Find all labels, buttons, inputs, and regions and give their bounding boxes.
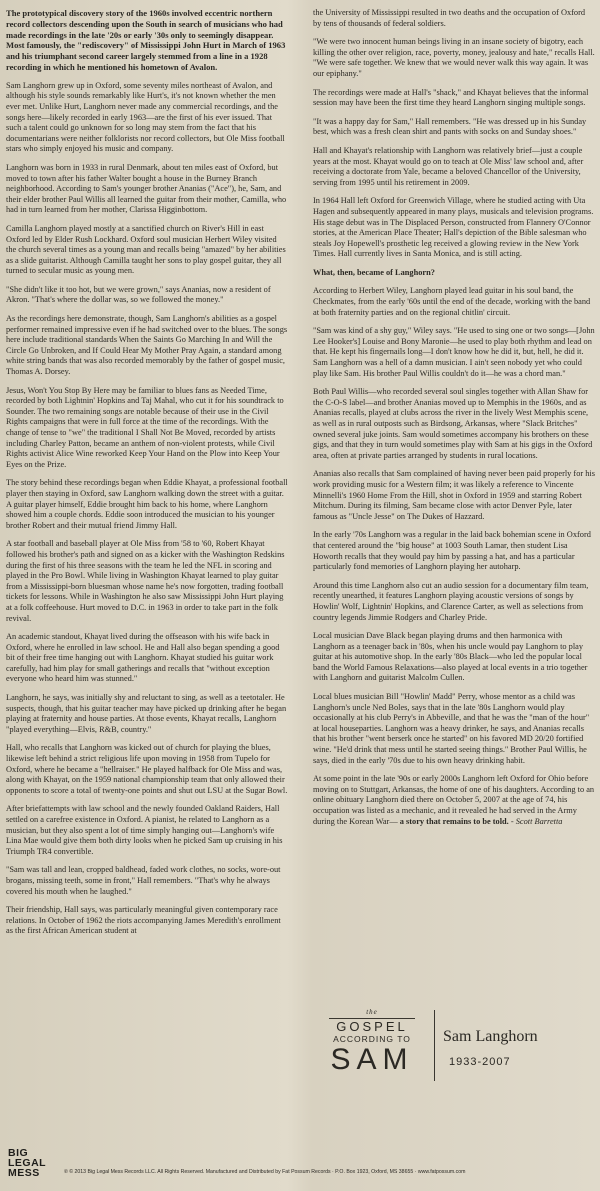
copyright-notice: ℗ © 2013 Big Legal Mess Records LLC. All Rights Reserved. Manufactured and Distributed by Fat Possum Records · P.O. Box 1923, Oxford, MS 38655 · www.fatpossum.com xyxy=(64,1169,466,1175)
body-paragraph: Langhorn, he says, was initially shy and reluctant to sing, as well as a teetotaler. He suspects, though, that his guitar teacher may have picked up drinking after he began playing at fraternity and house parties. At those events, Khayat recalls, Langhorn "played everything—Elvis, R&B, country." xyxy=(6,693,287,734)
body-paragraph: "It was a happy day for Sam," Hall remembers. "He was dressed up in his Sunday best, which was a fresh clean shirt and pants with socks on and Sunday shoes." xyxy=(313,116,587,137)
artist-dates: 1933-2007 xyxy=(449,1056,511,1068)
body-paragraph: In the early '70s Langhorn was a regular in the laid back bohemian scene in Oxford that centered around the "big house" at 1003 South Lamar, then student Lisa Howorth recalls that they would pay him by passing a hat, and has a particular particularly fond memories of Langhorn playing her autoharp. xyxy=(313,530,591,572)
label-line-3: MESS xyxy=(8,1167,40,1179)
body-paragraph: Both Paul Willis—who recorded several soul singles together with Allan Shaw for the C-O-S label—and brother Ananias moved up to Memphis in the 1960s, and as Ananias recalls, played at clubs across the river in the lively West Memphis scene, as well as in rural outposts such as Birdsong, Arkansas, where "Slack Britches" owned several juke joints. Sam would sometimes accompany his brothers on these gigs, and that they in turn would sometimes play with Sam at his gigs in the Oxford area, often at private parties arranged by students in rural locations. xyxy=(313,387,593,460)
body-paragraph: Ananias also recalls that Sam complained of having never been paid properly for his work providing music for a Western film; it was likely a reference to Vincente Minnelli's 1960 Home From the Hill, shot in Oxford in 1959 and starring Robert Mitchum. During its filming, Sam became close with actor Denver Pyle, later famous as "Uncle Jesse" on The Dukes of Hazzard. xyxy=(313,469,595,521)
body-paragraph: Jesus, Won't You Stop By Here may be familiar to blues fans as Needed Time, recorded by both Lightnin' Hopkins and Taj Mahal, who cut it for his soundtrack to Sounder. The two remaining songs are notable because of their use in the Civil Rights campaigns that were in full force at the time of the recordings. With the change of tense to "we" the traditional I Shall Not Be Moved, recorded by artists including Charley Patton, became an anthem of non-violent protests, while Civil Rights activist Alice Wine reworked Keep Your Hand on the Plow into Keep Your Eyes on the Prize. xyxy=(6,385,284,469)
body-paragraph: Their friendship, Hall says, was particularly meaningful given contemporary race relations. In October of 1962 the riots accompanying James Meredith's enrollment as the first African American student at xyxy=(6,905,281,936)
body-paragraph: the University of Mississippi resulted in two deaths and the occupation of Oxford by tens of thousands of federal soldiers. xyxy=(313,8,586,28)
byline: - Scott Barretta xyxy=(510,816,563,826)
label-line-1: BIG xyxy=(8,1147,29,1159)
body-paragraph: "Sam was tall and lean, cropped baldhead, faded work clothes, no socks, wore-out brogans, missing teeth, some in front," Hall remembers. "That's why he always covered his mouth when he laughed." xyxy=(6,865,281,896)
body-paragraph: Camilla Langhorn played mostly at a sanctified church on River's Hill in east Oxford led by Elder Rush Lockhard. Oxford soul musician Herbert Wiley visited the church several times as a young man and recalls being "amazed" by her abilities as a slide guitarist. Although Camilla taught her sons to play gospel guitar, they all turned to secular music as young men. xyxy=(6,223,286,276)
body-paragraph: Langhorn was born in 1933 in rural Denmark, about ten miles east of Oxford, but moved to town after his father Walter bought a house in the Burney Branch neighborhood. According to Sam's younger brother Ananias ("Ace"), he, Sam, and their elder brother Paul Willis all learned the guitar from their mother, Camilla, who had in turn learned from her mother, Clarissa Higginbottom. xyxy=(6,162,287,215)
right-column xyxy=(313,8,595,1003)
body-paragraph: Hall and Khayat's relationship with Langhorn was relatively brief—just a couple years at the most. Khayat would go on to teach at Ole Miss' law school and, after receiving a doctorate from Yale, became a beloved Chancellor of the University, serving from 1995 until his retirement in 2009. xyxy=(313,145,584,187)
tagline: a story that remains to be told. xyxy=(399,816,509,826)
subheading: What, then, became of Langhorn? xyxy=(313,267,435,277)
body-paragraph: The recordings were made at Hall's "shack," and Khayat believes that the informal session may have been the first time they heard Langhorn singing multiple songs. xyxy=(313,87,589,108)
body-paragraph: In 1964 Hall left Oxford for Greenwich Village, where he studied acting with Uta Hagen and subsequently appeared in many plays, musicals and television programs. His stage debut was in The Displaced Person, constructed from Flannery O'Connor stories, at the American Place Theater; Hall's depiction of the Bible salesman who steals Joy Hopewell's prosthetic leg received a glowing review in the New York Times. Hall currently lives in Santa Monica, and is still acting. xyxy=(313,196,594,259)
left-body xyxy=(6,81,288,937)
logo-according-to: ACCORDING TO xyxy=(333,1034,411,1044)
body-paragraph: "Sam was kind of a shy guy," Wiley says. "He used to sing one or two songs—[John Lee Hooker's] Louise and Bony Maronie—he used to play both rhythm and lead on that. He kept his fingernails long—I don't know how he did it, but, hell, he did it. Sam Langhorn was a hell of a damn musician. I ain't seen nobody yet who could play like Sam. His brother Paul Willis couldn't do it—he was a chord man." xyxy=(313,326,595,378)
logo-the: the xyxy=(366,1008,378,1016)
label-line-2: LEGAL xyxy=(8,1157,47,1169)
body-paragraph: Sam Langhorn grew up in Oxford, some seventy miles northeast of Avalon, and although his style sounds remarkably like Hurt's, it's not known whether the men ever met. Unlike Hurt, Langhorn never made any commercial recordings, and the songs here—likely recorded in early 1963—are the first of his ever issued. That such a talent could go unknown for so long may stem from the fact that his documentarians were neither folklorists nor record collectors, but Ole Miss football stars who simply enjoyed his music and company. xyxy=(6,80,285,154)
body-paragraph: An academic standout, Khayat lived during the offseason with his wife back in Oxford, where he enrolled in law school. He and Hall also began spending a good bit of their free time hanging out with Langhorn. Khayat studied his guitar work carefully, had him play for small gatherings and recalls that "without exception everyone who heard him was stunned." xyxy=(6,632,280,684)
body-paragraph: Local blues musician Bill "Howlin' Madd" Perry, whose mentor as a child was Langhorn's uncle Ned Boles, says that in the late '80s Langhorn would play occasionally at his club Perry's in Abbeville, and that he was the "man of the hour" at local houseparties. Langhorn was a heavy drinker, he says, and Ananias recalls that his brother "went berserk once he started" on his favored MD 20/20 fortified wine. "He'd drink that mess until he started seeing things." Brother Paul Willis, he says, died in the early '70s due to his own heavy drinking habit. xyxy=(313,692,590,765)
body-paragraph: As the recordings here demonstrate, though, Sam Langhorn's abilities as a gospel performer remained impressive even if he had switched over to the blues. The songs here include traditional standards When the Saints Go Marching In and Will the Circle Go Unbroken, and If Could Hear My Mother Pray Again, a standard among white string bands that was also recorded memorably by the father of gospel music, Thomas A. Dorsey. xyxy=(6,314,288,377)
logo-gospel: GOSPEL xyxy=(336,1019,408,1034)
left-column xyxy=(6,8,288,1146)
final-paragraph-text: At some point in the late '90s or early 2000s Langhorn left Oxford for Ohio before moving on to Stuttgart, Arkansas, the home of one of his daughters. According to an online obituary Langhorn died there on October 5, 2007 at the age of 74, his occupation was listed as a mechanic, and it revealed he had served in the Army during the Korean War— xyxy=(313,774,595,826)
body-paragraph: Local musician Dave Black began playing drums and then harmonica with Langhorn as a teenager back in '80s, when his uncle would pay Langhorn to play guitar at his automotive shop. In the early '80s Black—who led the popular local band the World Famous Relaxations—also played at local events in a trio together with Langhorn and guitarist Malcolm Cullen. xyxy=(313,631,588,683)
gospel-according-to-sam-logo xyxy=(313,1008,431,1083)
intro-paragraph: The prototypical discovery story of the 1960s involved eccentric northern record collectors descending upon the South in search of musicians who had made recordings in the late '20s or early '30s only to seemingly disappear. Most famously, the "rediscovery" of Mississippi John Hurt in March of 1963 and his triumphant second career largely stemmed from a line in a 1928 recording in which he mentioned his hometown of Avalon. xyxy=(6,8,286,72)
body-paragraph: "She didn't like it too hot, but we were grown," says Ananias, now a resident of Akron. "That's where the dollar was, so we followed the money." xyxy=(6,284,271,305)
big-legal-mess-logo xyxy=(8,1148,56,1178)
logo-sam: SAM xyxy=(330,1043,414,1076)
artist-name: Sam Langhorn xyxy=(443,1028,538,1045)
right-body-1 xyxy=(313,8,595,260)
album-title-block xyxy=(313,1008,595,1083)
body-paragraph: After briefattempts with law school and the newly founded Oakland Raiders, Hall settled on a carefree existence in Oxford. A pianist, he related to Langhorn as a musician, but they also spent a lot of time simply hanging out—Langhorn's wife Lina Mae would give them both dirty looks when he picked Sam up cruising in his Triumph TR4 convertible. xyxy=(6,804,283,856)
body-paragraph: Around this time Langhorn also cut an audio session for a documentary film team, recently unearthed, it features Langhorn playing acoustic versions of songs by Howlin' Wolf, Lightnin' Hopkins, and Clarence Carter, as well as selections from country legends Jimmie Rodgers and Charley Pride. xyxy=(313,580,589,622)
right-body-2 xyxy=(313,286,595,766)
final-paragraph xyxy=(313,774,595,827)
body-paragraph: A star football and baseball player at Ole Miss from '58 to '60, Robert Khayat followed his brother's path and signed on as a kicker with the Washington Redskins during the first of his three seasons with the team he led the NFL in scoring and played in the Pro Bowl. While living in Washington Khayat learned to play guitar from a Mississippi-born bluesman whose name he's now forgotten, trading football tickets for lessons. While in Washington he also saw Mississippi John Hurt playing at a folk coffeehouse. Hurt moved to D.C. in 1963 in order to take part in the folk revival. xyxy=(6,539,285,623)
body-paragraph: Hall, who recalls that Langhorn was kicked out of church for playing the blues, likewise left behind a strict religious life upon moving in 1958 from Tupelo for Oxford, where he became a "hellraiser." He played halfback for Ole Miss and was, along with Khayat, on the 1959 national championship team that only allowed their opponents to score a total of twenty-one points and shut out LSU at the Sugar Bowl. xyxy=(6,743,288,795)
body-paragraph: "We were two innocent human beings living in an insane society of bigotry, each killing the other over religion, race, poverty, money, jealousy and hate," recalls Hall. "We were safe together. We knew that we would never walk this way again. It was our epiphany." xyxy=(313,37,595,78)
body-paragraph: The story behind these recordings began when Eddie Khayat, a professional football player then staying in Oxford, saw Langhorn walking down the street with a guitar. A guitar player himself, Eddie brought him back to his home, where Langhorn showed him a couple chords. Eddie soon introduced the musician to his younger brother Robert and their mutual friend Jimmy Hall. xyxy=(6,478,288,530)
vertical-divider xyxy=(434,1010,435,1081)
body-paragraph: According to Herbert Wiley, Langhorn played lead guitar in his soul band, the Checkmates, from the early '60s until the end of the decade, working with the band at both fraternity parties and on the regional chitlin' circuit. xyxy=(313,286,591,317)
